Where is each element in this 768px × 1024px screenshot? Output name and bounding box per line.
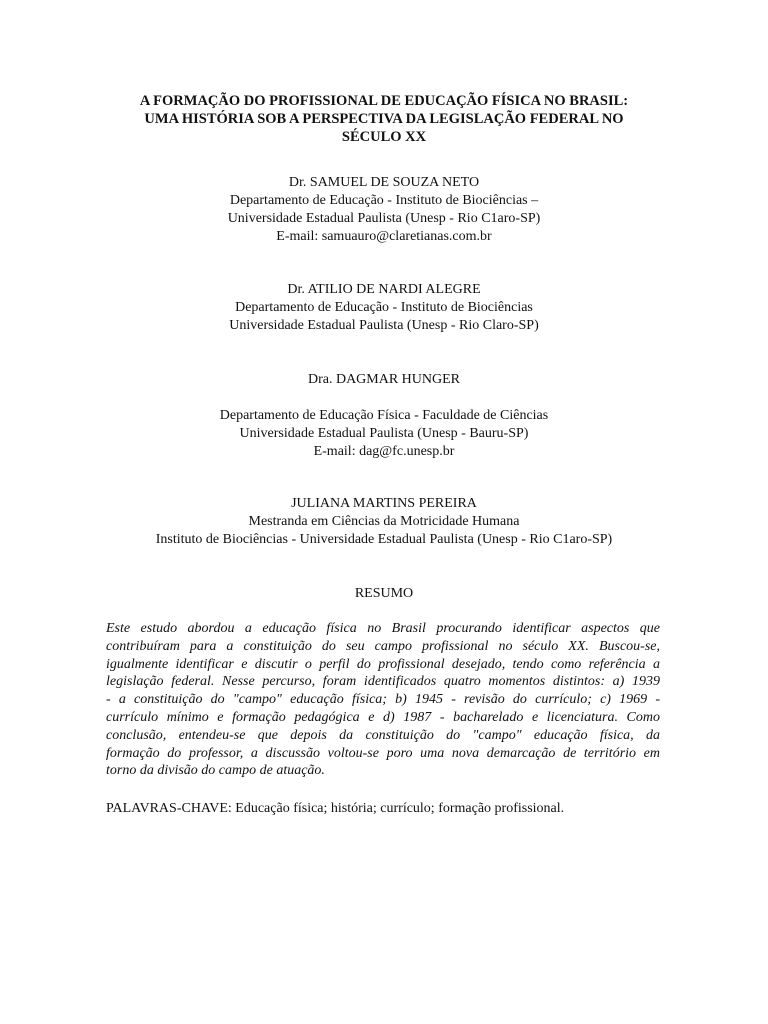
- abstract-text: [106, 620, 660, 780]
- abstract-line: currículo mínimo e formação pedagógica e d) 1987 - bacharelado e licenciatura. Como: [106, 709, 660, 725]
- author-name: Dr. ATILIO DE NARDI ALEGRE: [287, 282, 481, 297]
- abstract-line: igualmente identificar e discutir o perfil do profissional desejado, tendo como referência a: [106, 656, 660, 672]
- author-email: E-mail: dag@fc.unesp.br: [313, 444, 455, 459]
- author-affiliation-line: Mestranda em Ciências da Motricidade Humana: [248, 514, 520, 529]
- abstract-line: contribuíram para a constituição do seu campo profissional no século XX. Buscou-se,: [106, 638, 660, 654]
- author-affiliation-line: Universidade Estadual Paulista (Unesp - Bauru-SP): [239, 426, 529, 441]
- title-line-1: A FORMAÇÃO DO PROFISSIONAL DE EDUCAÇÃO FÍSICA NO BRASIL:: [139, 93, 629, 109]
- abstract-line: - a constituição do "campo" educação física; b) 1945 - revisão do currículo; c) 1969 -: [106, 692, 660, 708]
- abstract-line: conclusão, entendeu-se que depois da constituição do "campo" educação física, da: [106, 727, 660, 743]
- author-affiliation-line: Departamento de Educação - Instituto de Biociências: [235, 300, 533, 315]
- paper-title: [100, 92, 668, 146]
- title-line-3: SÉCULO XX: [341, 129, 427, 145]
- title-line-2: UMA HISTÓRIA SOB A PERSPECTIVA DA LEGISLAÇÃO FEDERAL NO: [144, 111, 624, 127]
- author-name: JULIANA MARTINS PEREIRA: [291, 496, 477, 511]
- author-affiliation-line: Instituto de Biociências - Universidade Estadual Paulista (Unesp - Rio C1aro-SP): [155, 532, 613, 547]
- abstract-line: torno da divisão do campo de atuação.: [106, 763, 325, 779]
- author-affiliation-line: Universidade Estadual Paulista (Unesp - Rio C1aro-SP): [227, 211, 541, 226]
- author-block-2: [80, 281, 688, 335]
- author-block-1: [80, 174, 688, 246]
- author-affiliation-line: Departamento de Educação - Instituto de Biociências –: [229, 193, 539, 208]
- author-affiliation-line: Universidade Estadual Paulista (Unesp - Rio Claro-SP): [229, 318, 539, 333]
- author-block-4: [80, 495, 688, 549]
- abstract-heading: RESUMO: [354, 586, 414, 601]
- abstract-line: Este estudo abordou a educação física no Brasil procurando identificar aspectos que: [106, 621, 660, 636]
- author-name: Dr. SAMUEL DE SOUZA NETO: [288, 175, 480, 190]
- author-affiliation-line: Departamento de Educação Física - Faculdade de Ciências: [219, 408, 549, 423]
- author-block-3: [80, 371, 688, 461]
- author-name: Dra. DAGMAR HUNGER: [307, 372, 461, 387]
- keywords: PALAVRAS-CHAVE: Educação física; história; currículo; formação profissional.: [106, 801, 565, 816]
- abstract-line: legislação federal. Nesse percurso, foram identificados quatro momentos distintos: a) 1939: [106, 674, 660, 690]
- abstract-line: formação do professor, a discussão voltou-se poro uma nova demarcação de território em: [106, 745, 660, 761]
- author-email: E-mail: samuauro@claretianas.com.br: [276, 229, 492, 244]
